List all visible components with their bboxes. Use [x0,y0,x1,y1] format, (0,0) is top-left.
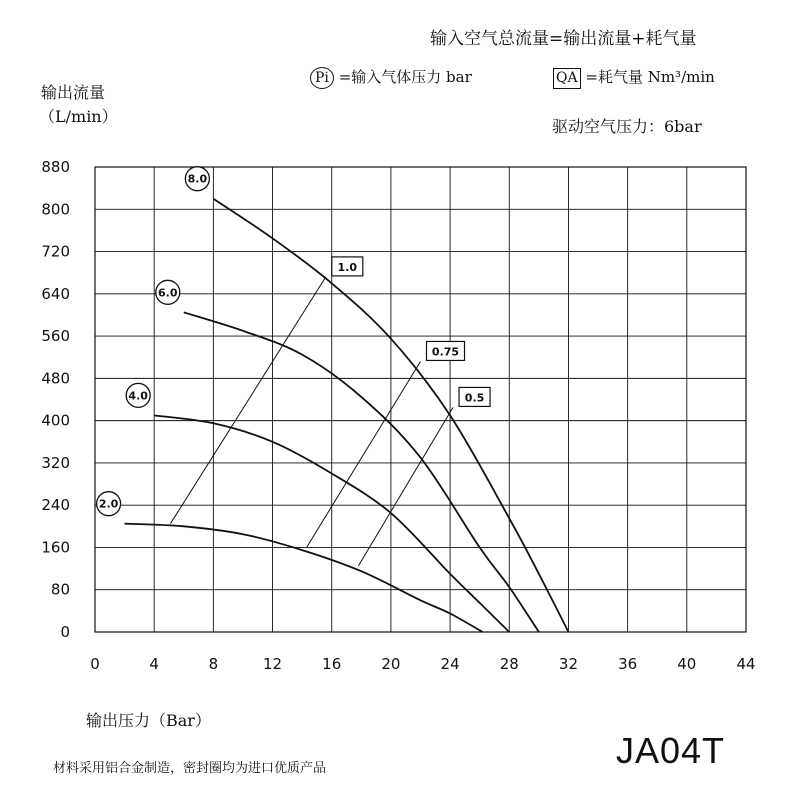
plot-frame [95,167,746,632]
y-tick-label: 800 [41,200,70,219]
x-tick-label: 28 [499,655,519,673]
y-tick-label: 240 [41,496,70,515]
series-label-6.0: 6.0 [158,286,178,300]
y-tick-label: 400 [41,411,70,430]
x-tick-label: 24 [440,655,460,673]
y-tick-label: 560 [41,327,70,346]
y-tick-label: 640 [41,284,70,303]
qa-description: =耗气量 Nm³/min [585,68,715,86]
consumption-line-0.75 [307,361,421,547]
consumption-label-0.75: 0.75 [431,345,460,359]
y-tick-label: 720 [41,242,70,261]
series-label-8.0: 8.0 [187,172,208,186]
y-tick-label: 80 [50,580,70,599]
series-line-2.0 [125,524,483,632]
y-tick-label: 480 [41,369,70,388]
y-axis-unit: （L/min） [39,107,118,126]
x-tick-label: 44 [736,655,756,673]
x-tick-label: 16 [322,655,342,673]
series-label-4.0: 4.0 [128,389,148,403]
x-tick-label: 4 [149,655,159,673]
qa-symbol: QA [553,68,581,89]
footnote: 材料采用铝合金制造，密封圈均为进口优质产品 [53,761,327,776]
model-number: JA04T [616,730,726,771]
y-tick-label: 160 [41,538,70,557]
y-tick-label: 0 [60,623,70,641]
x-tick-label: 20 [381,655,401,673]
series-line-6.0 [184,312,539,632]
pi-symbol: Pi [310,67,334,89]
consumption-line-1.0 [170,277,325,524]
consumption-label-0.5: 0.5 [464,391,485,405]
x-tick-label: 0 [90,655,100,673]
x-axis-label: 输出压力（Bar） [86,711,211,730]
y-tick-label: 320 [41,453,70,472]
y-tick-label: 880 [41,158,70,176]
y-axis-label: 输出流量 [41,83,106,102]
drive-pressure-note: 驱动空气压力：6bar [552,117,702,136]
x-tick-label: 12 [262,655,283,673]
consumption-label-1.0: 1.0 [337,260,358,274]
pi-description: =输入气体压力 bar [338,68,472,86]
x-tick-label: 8 [208,655,219,673]
x-tick-label: 32 [558,655,579,673]
x-tick-label: 40 [677,655,697,673]
x-tick-label: 36 [618,655,638,673]
consumption-line-0.5 [358,407,453,566]
chart-title: 输入空气总流量=输出流量+耗气量 [430,29,697,49]
series-label-2.0: 2.0 [98,497,119,511]
